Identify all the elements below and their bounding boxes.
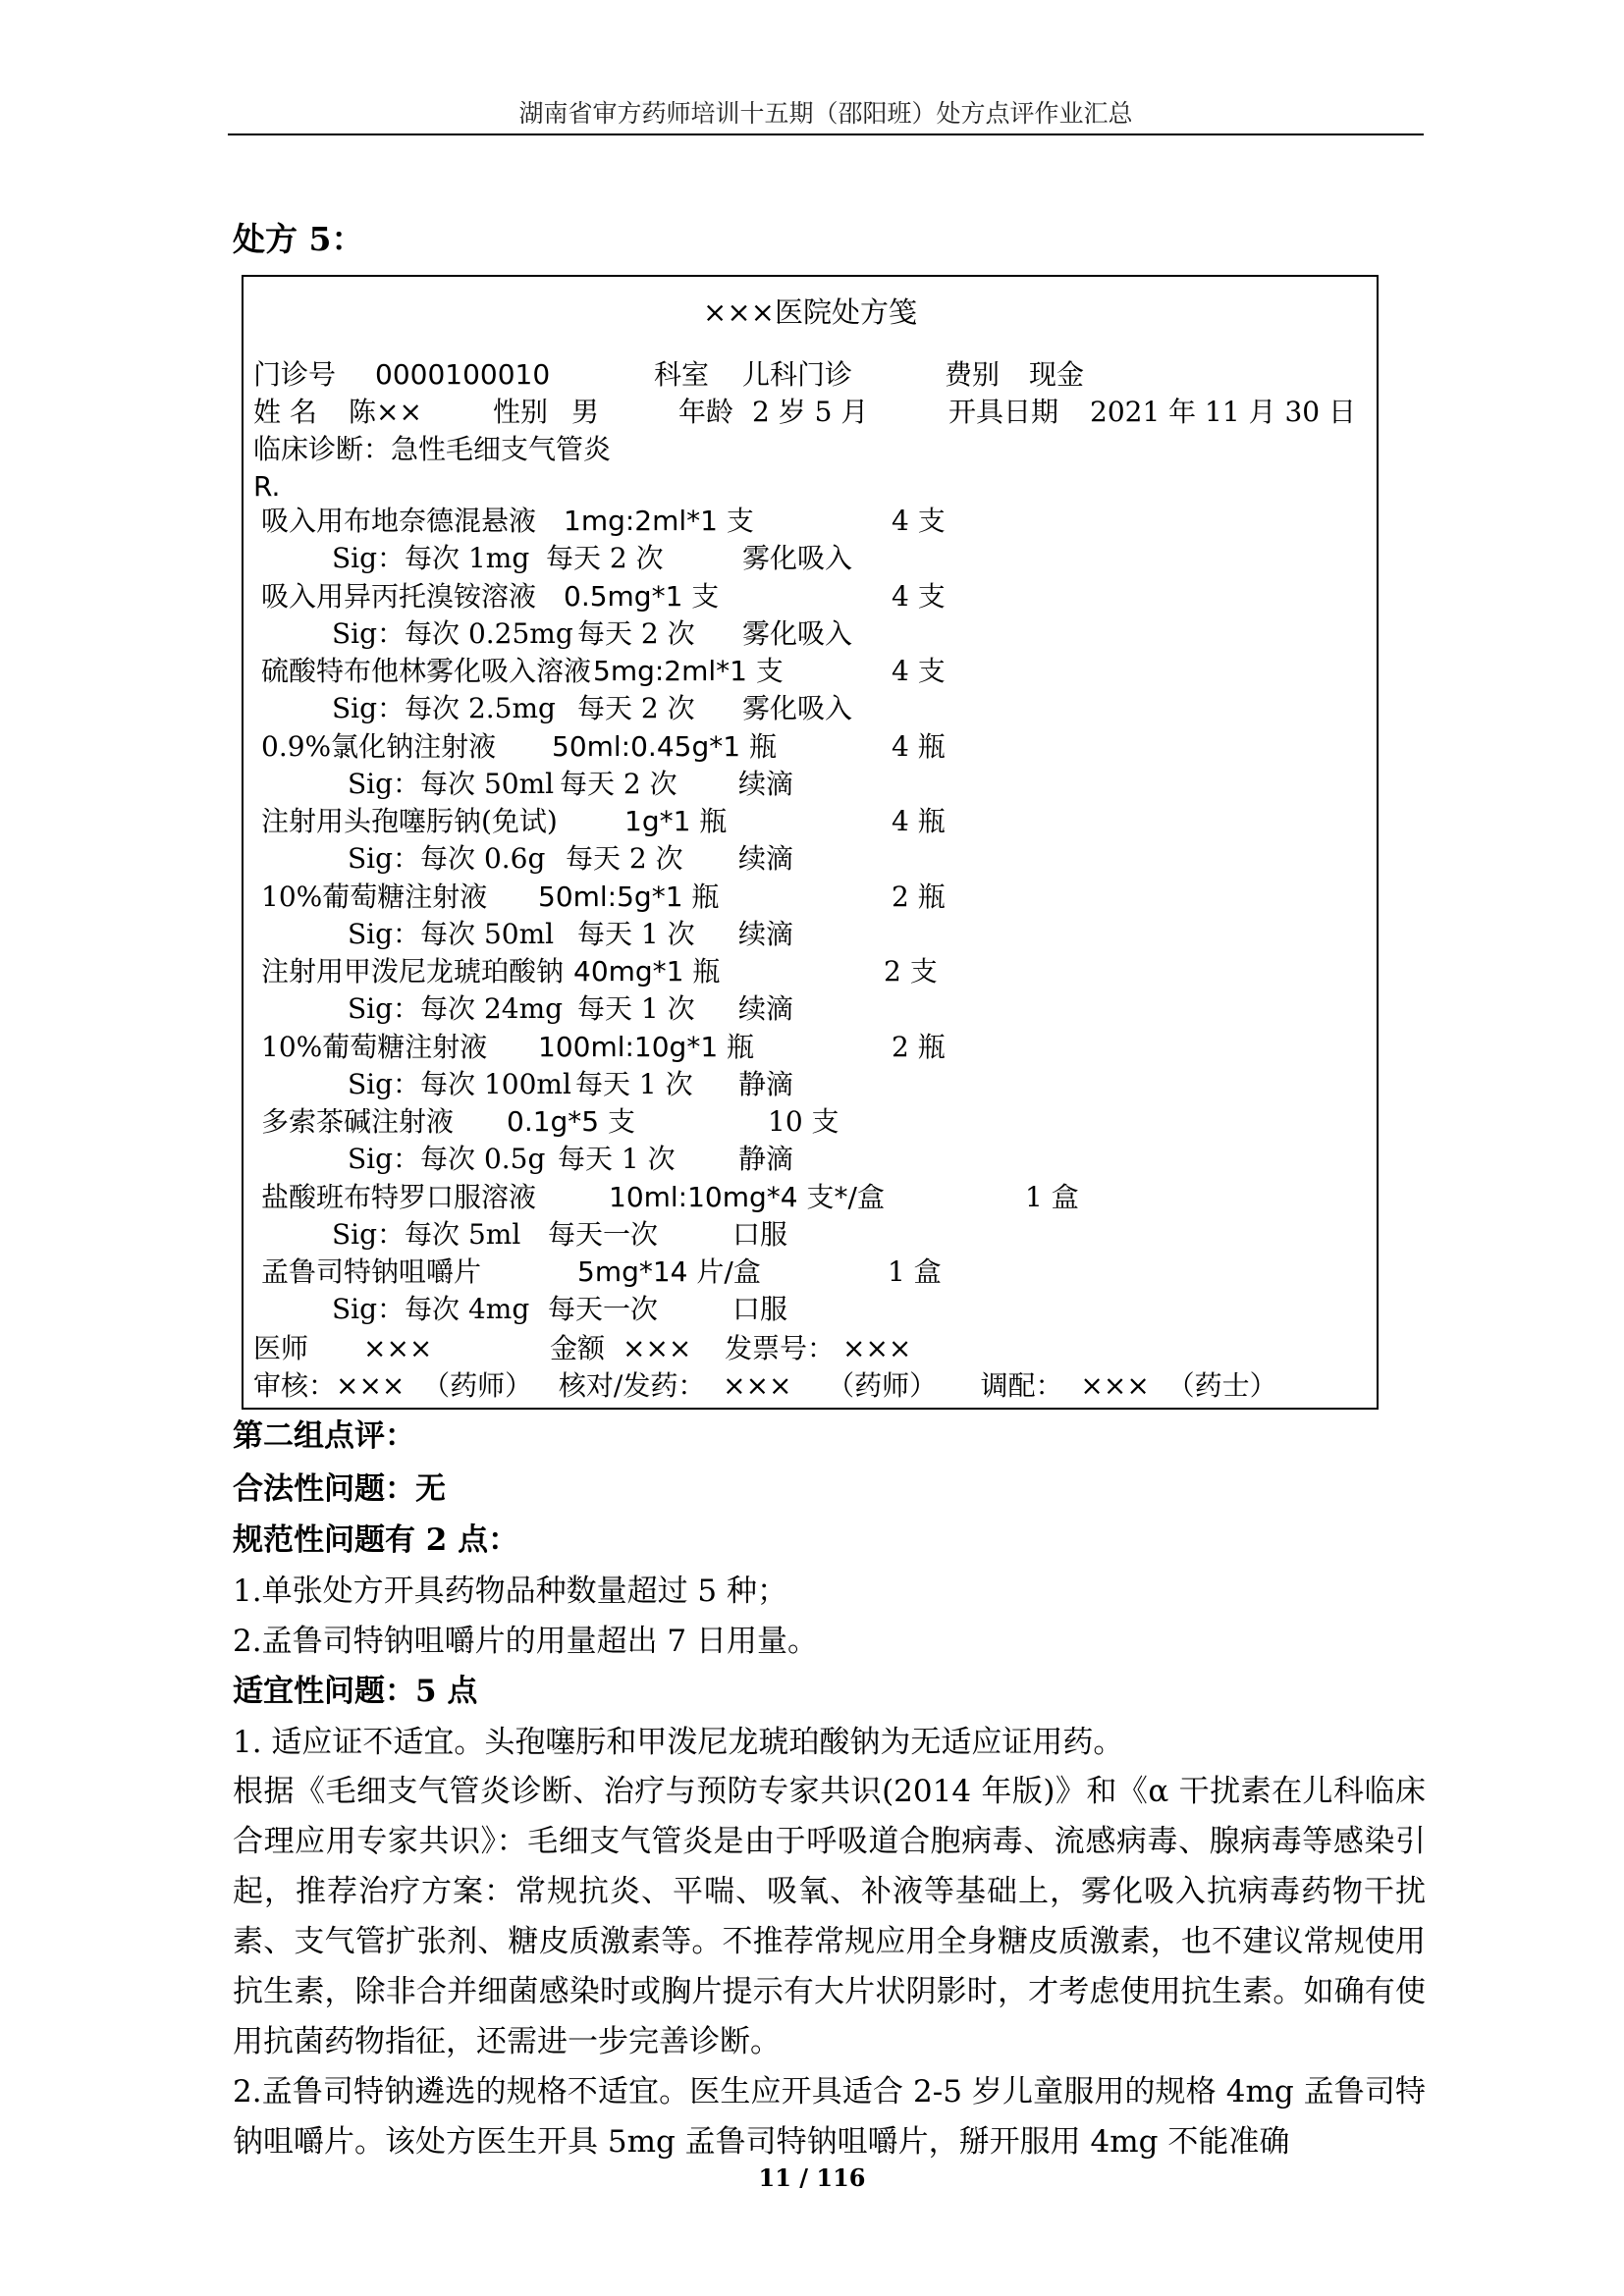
drug-route: 静滴 <box>738 1143 794 1175</box>
drug-frequency: 每天 2 次 <box>577 617 695 650</box>
age: 2 岁 5 月 <box>752 396 869 428</box>
suitability-issue-title: 适宜性问题：5 点 <box>233 1674 478 1709</box>
dept-label: 科室 <box>654 358 710 391</box>
name-label: 姓 名 <box>253 396 317 428</box>
drug-name: 吸入用异丙托溴铵溶液 <box>261 580 537 613</box>
drug-name: 盐酸班布特罗口服溶液 <box>261 1181 537 1213</box>
drug-frequency: 每天 1 次 <box>558 1143 676 1175</box>
drug-quantity: 4 瓶 <box>892 805 946 837</box>
drug-row <box>261 803 1361 840</box>
drug-dose: Sig：每次 0.6g <box>348 842 546 875</box>
drug-route: 续滴 <box>738 842 794 875</box>
drug-spec: 40mg*1 瓶 <box>573 955 721 988</box>
drug-dose: Sig：每次 2.5mg <box>332 692 556 724</box>
drug-spec: 5mg:2ml*1 支 <box>593 655 784 687</box>
amount-label: 金额 <box>550 1332 606 1364</box>
drug-dose: Sig：每次 50ml <box>348 918 555 950</box>
drug-sig-row <box>261 1141 1361 1178</box>
suitability-item-1-detail: 根据《毛细支气管炎诊断、治疗与预防专家共识(2014 年版)》和《α 干扰素在儿科临床合理应用专家共识》：毛细支气管炎是由于呼吸道合胞病毒、流感病毒、腺病毒等感染引起，推荐治疗方案：常规抗炎、平喘、吸氧、补液等基础上，雾化吸入抗病毒药物干扰素、支气管扩张剂、糖皮质激素等。不推荐常规应用全身糖皮质激素，也不建议常规使用抗生素，除非合并细菌感染时或胸片提示有大片状阴影时，才考虑使用抗生素。如确有使用抗菌药物指征，还需进一步完善诊断。 <box>233 1774 1426 2059</box>
drug-quantity: 4 支 <box>892 580 946 613</box>
drug-row <box>261 728 1361 766</box>
drug-row <box>261 1254 1361 1291</box>
clinic-no-label: 门诊号 <box>253 358 337 391</box>
drug-sig-row <box>261 615 1361 653</box>
drug-frequency: 每天 1 次 <box>577 992 695 1025</box>
drug-route: 续滴 <box>738 768 794 800</box>
drug-quantity: 1 盒 <box>888 1255 942 1288</box>
date-label: 开具日期 <box>948 396 1059 428</box>
drug-frequency: 每天 2 次 <box>577 692 695 724</box>
suitability-item-2: 2.孟鲁司特钠遴选的规格不适宜。医生应开具适合 2-5 岁儿童服用的规格 4mg 孟鲁司特钠咀嚼片。该处方医生开具 5mg 孟鲁司特钠咀嚼片，掰开服用 4mg 不能准确 <box>233 2074 1426 2160</box>
drug-route: 雾化吸入 <box>742 617 853 650</box>
drug-spec: 100ml:10g*1 瓶 <box>538 1031 755 1063</box>
drug-frequency: 每天 1 次 <box>575 1068 693 1100</box>
drug-spec: 10ml:10mg*4 支*/盒 <box>609 1181 885 1213</box>
drug-quantity: 10 支 <box>768 1105 839 1138</box>
drug-route: 雾化吸入 <box>742 692 853 724</box>
drug-name: 注射用头孢噻肟钠(免试) <box>261 805 558 837</box>
drug-spec: 1mg:2ml*1 支 <box>564 505 754 537</box>
norm-issue-title: 规范性问题有 2 点： <box>233 1522 519 1558</box>
drug-dose: Sig：每次 0.5g <box>348 1143 546 1175</box>
drug-spec: 0.5mg*1 支 <box>564 580 720 613</box>
hospital-title: ×××医院处方笺 <box>703 295 917 329</box>
drug-name: 吸入用布地奈德混悬液 <box>261 505 537 537</box>
drug-dose: Sig：每次 24mg <box>348 992 564 1025</box>
drug-quantity: 1 盒 <box>1025 1181 1079 1213</box>
drug-spec: 50ml:5g*1 瓶 <box>538 881 720 913</box>
doctor: ××× <box>363 1332 433 1364</box>
clinic-no: 0000100010 <box>375 358 551 391</box>
gender-label: 性别 <box>493 396 549 428</box>
drug-frequency: 每天 2 次 <box>560 768 677 800</box>
drug-frequency: 每天 2 次 <box>546 542 664 574</box>
drug-dose: Sig：每次 5ml <box>332 1218 521 1251</box>
drug-frequency: 每天一次 <box>548 1293 659 1325</box>
drug-name: 硫酸特布他林雾化吸入溶液 <box>261 655 592 687</box>
drug-quantity: 4 支 <box>892 655 946 687</box>
drug-route: 续滴 <box>738 992 794 1025</box>
suitability-item-1: 1. 适应证不适宜。头孢噻肟和甲泼尼龙琥珀酸钠为无适应证用药。 <box>233 1725 1124 1760</box>
drug-name: 多索茶碱注射液 <box>261 1105 455 1138</box>
legality-issue: 合法性问题：无 <box>233 1471 446 1507</box>
drug-frequency: 每天一次 <box>548 1218 659 1251</box>
drug-row <box>261 578 1361 615</box>
page-number: 11 / 116 <box>758 2163 866 2192</box>
drug-name: 注射用甲泼尼龙琥珀酸钠 <box>261 955 565 988</box>
prescription-form <box>242 275 1379 1410</box>
invoice-label: 发票号： <box>725 1332 836 1364</box>
drug-dose: Sig：每次 1mg <box>332 542 530 574</box>
drug-spec: 5mg*14 片/盒 <box>577 1255 761 1288</box>
dept: 儿科门诊 <box>742 358 853 391</box>
drug-frequency: 每天 2 次 <box>566 842 683 875</box>
drug-frequency: 每天 1 次 <box>577 918 695 950</box>
drug-row <box>261 953 1361 990</box>
drug-row <box>261 1179 1361 1216</box>
diagnosis: 急性毛细支气管炎 <box>391 433 612 465</box>
drug-row <box>261 653 1361 690</box>
group-review-heading: 第二组点评： <box>233 1418 415 1454</box>
drug-route: 静滴 <box>738 1068 794 1100</box>
drug-quantity: 2 瓶 <box>892 1031 946 1063</box>
drug-quantity: 2 瓶 <box>892 881 946 913</box>
norm-issue-item: 1.单张处方开具药物品种数量超过 5 种； <box>233 1574 788 1609</box>
drug-quantity: 4 支 <box>892 505 946 537</box>
drug-sig-row <box>261 766 1361 803</box>
amount: ××× <box>623 1332 692 1364</box>
drug-name: 10%葡萄糖注射液 <box>261 881 488 913</box>
drug-route: 雾化吸入 <box>742 542 853 574</box>
fee: 现金 <box>1029 358 1085 391</box>
drug-row <box>261 1103 1361 1141</box>
drug-sig-row <box>261 840 1361 878</box>
drug-sig-row <box>261 1066 1361 1103</box>
patient-name: 陈×× <box>349 396 422 428</box>
drug-dose: Sig：每次 50ml <box>348 768 555 800</box>
drug-dose: Sig：每次 4mg <box>332 1293 530 1325</box>
norm-issue-item: 2.孟鲁司特钠咀嚼片的用量超出 7 日用量。 <box>233 1624 819 1659</box>
drug-dose: Sig：每次 100ml <box>348 1068 571 1100</box>
drug-sig-row <box>261 990 1361 1028</box>
drug-dose: Sig：每次 0.25mg <box>332 617 573 650</box>
drug-name: 0.9%氯化钠注射液 <box>261 730 497 763</box>
diagnosis-label: 临床诊断： <box>253 433 392 465</box>
document-header-title: 湖南省审方药师培训十五期（邵阳班）处方点评作业汇总 <box>518 99 1133 128</box>
drug-route: 口服 <box>732 1293 788 1325</box>
drug-spec: 0.1g*5 支 <box>507 1105 636 1138</box>
drug-sig-row <box>261 540 1361 577</box>
drug-route: 续滴 <box>738 918 794 950</box>
drug-row <box>261 879 1361 916</box>
drug-quantity: 4 瓶 <box>892 730 946 763</box>
drug-row <box>261 1029 1361 1066</box>
review-line: 审核：××× （药师） 核对/发药： ××× （药师） 调配： ××× （药士） <box>253 1369 1277 1402</box>
fee-label: 费别 <box>945 358 1001 391</box>
prescription-heading: 处方 5： <box>233 220 364 258</box>
drug-sig-row <box>261 1291 1361 1328</box>
doctor-label: 医师 <box>253 1332 309 1364</box>
drug-route: 口服 <box>732 1218 788 1251</box>
r-label: R. <box>253 470 281 503</box>
drug-spec: 1g*1 瓶 <box>624 805 728 837</box>
drug-row <box>261 503 1361 540</box>
drug-sig-row <box>261 690 1361 727</box>
drug-sig-row <box>261 1216 1361 1254</box>
drug-name: 孟鲁司特钠咀嚼片 <box>261 1255 482 1288</box>
drug-sig-row <box>261 916 1361 953</box>
drug-name: 10%葡萄糖注射液 <box>261 1031 488 1063</box>
invoice: ××× <box>842 1332 912 1364</box>
issue-date: 2021 年 11 月 30 日 <box>1090 396 1357 428</box>
age-label: 年龄 <box>678 396 734 428</box>
gender: 男 <box>571 396 600 428</box>
header-rule <box>228 133 1424 135</box>
drug-spec: 50ml:0.45g*1 瓶 <box>552 730 777 763</box>
drug-quantity: 2 支 <box>884 955 938 988</box>
